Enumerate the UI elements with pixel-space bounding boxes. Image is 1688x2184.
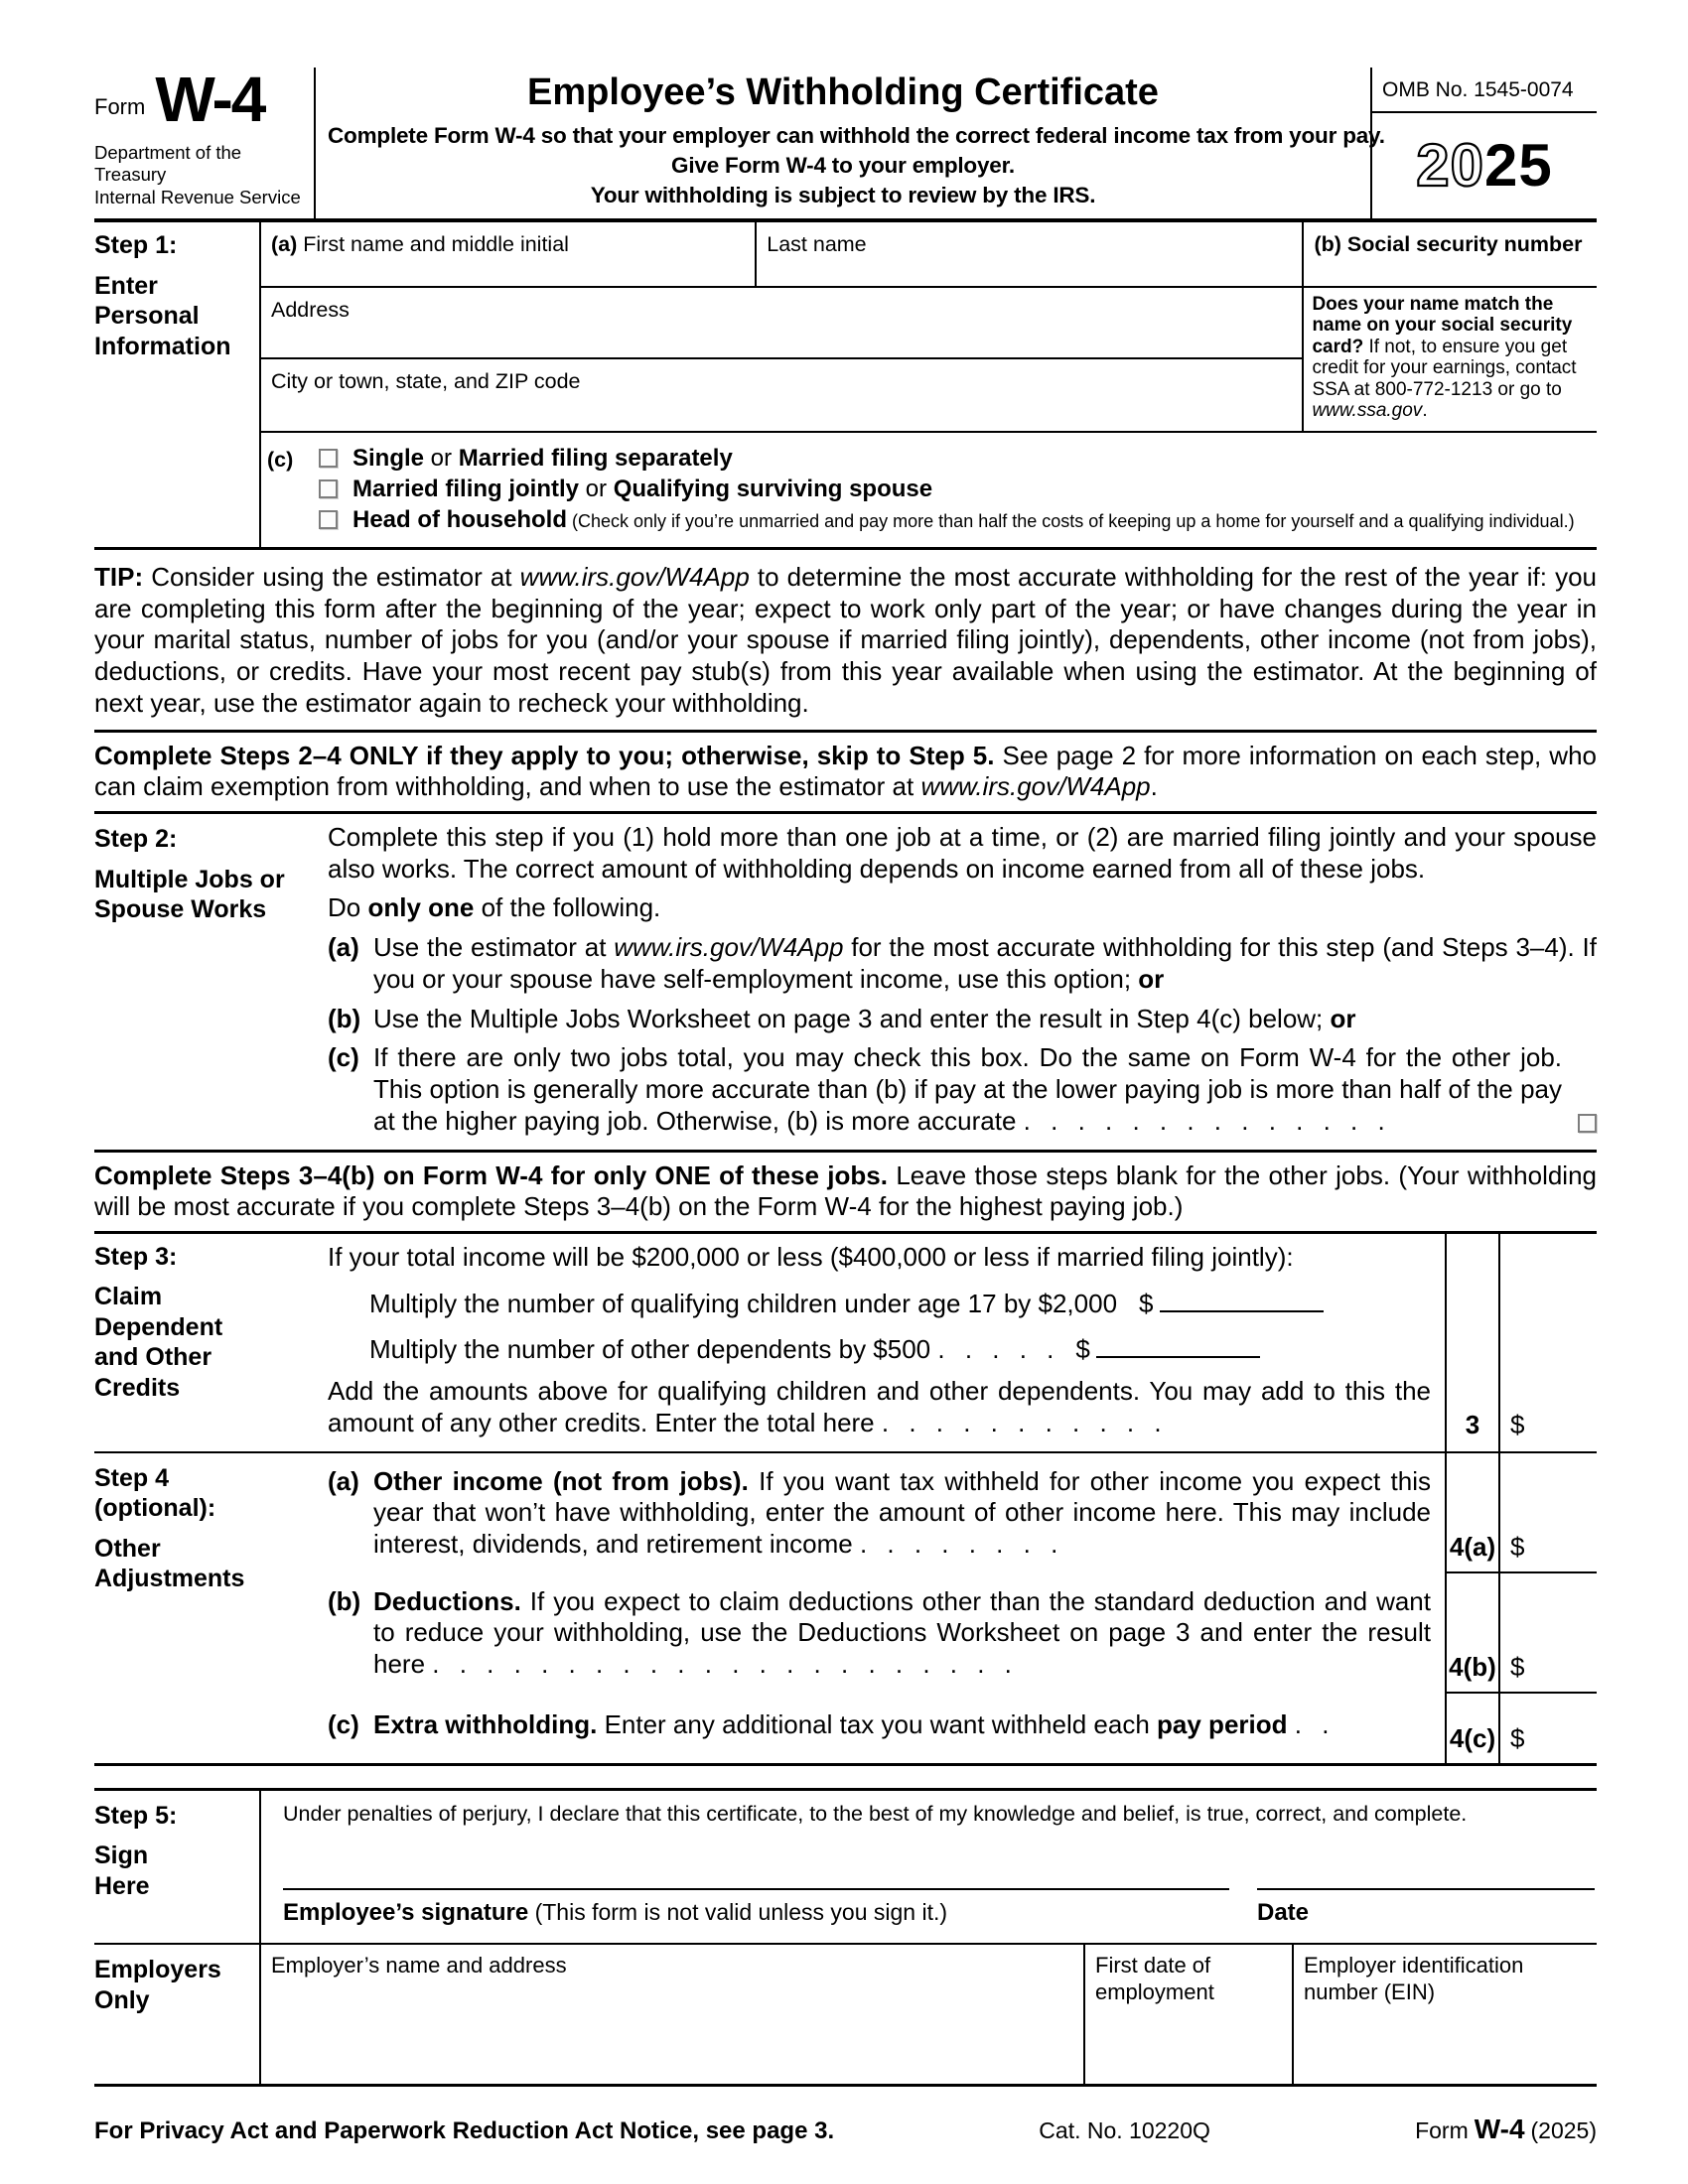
single-or-married-filing-separately-checkbox[interactable] [319,449,338,468]
filing-option-married-jointly [319,474,1597,504]
step4b-currency: $ [1510,1652,1525,1683]
filing-option-mfj-mid: or [579,475,614,502]
ssa-note-text: If not, to ensure you get credit for your earnings, contact SSA at 800-772-1213 or go to [1312,336,1577,400]
tip-lead: TIP: [94,562,144,592]
step2-do-text-1: Do [328,892,368,923]
date-label: Date [1257,1898,1310,1926]
step3-body [328,1234,1445,1451]
step2-item-c-prefix: (c) [328,1042,359,1073]
filing-option-mfj-bold2: Qualifying surviving spouse [613,475,933,502]
signature-row [283,1888,1595,1927]
steps-2-4-lead: Complete Steps 2–4 ONLY if they apply to you; otherwise, skip to Step 5. [94,740,995,770]
step3-intro: If your total income will be $200,000 or less ($400,000 or less if married filing jointly): [328,1241,1294,1272]
filing-option-single-bold2: Married filing separately [458,444,733,472]
step4c-row [328,1694,1597,1763]
form-subtitle-3: Your withholding is subject to review by the IRS. [590,183,1096,208]
filing-status-options [319,443,1597,535]
step4a-dot-leader: . . . . . . . . [859,1528,1058,1559]
filing-option-mfj-bold1: Married filing jointly [352,475,580,502]
step2-item-b-prefix: (b) [328,1003,361,1033]
step4-title: Other Adjustments [94,1534,245,1593]
ssa-name-match-note [1302,288,1597,433]
filing-option-hoh-note: (Check only if you’re unmarried and pay more than half the costs of keeping up a home for yourself and a qualifying individual.) [567,510,1575,531]
employer-name-address-label: Employer’s name and address [271,1953,567,1979]
filing-option-single-mid: or [424,444,459,472]
step3-dependents-line [328,1330,1431,1366]
step2-label-col [94,822,328,1137]
step5-label: Step 5: [94,1801,178,1830]
filing-status-prefix: (c) [267,448,294,472]
step2-title: Multiple Jobs or Spouse Works [94,865,285,924]
step4c-amount-field[interactable] [1500,1694,1597,1763]
step2-body [328,822,1597,1137]
step4b-body-text: If you expect to claim deductions other than the standard deduction and want to reduce your withholding, use the Deductions Worksheet on page 3 and enter the result here [373,1585,1431,1680]
step4-rows [328,1453,1597,1763]
step4a-currency: $ [1510,1531,1525,1562]
step4a-amount-field[interactable] [1500,1453,1597,1573]
filing-option-single [319,443,1597,474]
step4a-bold: Other income (not from jobs). [373,1465,749,1496]
employee-signature-label: Employee’s signature [283,1898,529,1926]
step4a-line-number: 4(a) [1445,1453,1500,1573]
step4-section [94,1451,1597,1766]
form-subtitle-2: Give Form W-4 to your employer. [671,153,1015,179]
step3-title: Claim Dependent and Other Credits [94,1283,223,1402]
first-name-label-prefix: (a) [271,232,298,256]
step2-b-text-1: Use the Multiple Jobs Worksheet on page 3 and enter the result in Step 4(c) below; [373,1003,1331,1033]
step4c-bold: Extra withholding. [373,1708,598,1739]
step3-line-number: 3 [1445,1234,1500,1451]
step3-children-currency: $ [1139,1288,1154,1318]
city-state-zip-label: City or town, state, and ZIP code [271,369,581,393]
filing-option-head-of-household [319,504,1597,535]
form-word-label: Form [94,93,146,119]
step1-fields [261,222,1597,547]
step4b-prefix: (b) [328,1585,361,1616]
last-name-label: Last name [767,232,867,256]
step2-item-c [328,1042,1597,1137]
qualifying-children-amount-field[interactable] [1160,1285,1324,1312]
step2-item-a-text [373,932,1597,995]
form-subtitle-1: Complete Form W-4 so that your employer can withhold the correct federal income tax from your pay. [328,122,1385,148]
step4a-row [328,1453,1597,1573]
ssa-note-period: . [1422,400,1428,422]
step3-label: Step 3: [94,1242,178,1271]
steps-2-4-instruction [94,730,1597,811]
steps-2-4-period: . [1150,771,1158,802]
ssn-field[interactable] [1302,222,1597,288]
step1-title: Enter Personal Information [94,271,231,360]
ssa-gov-link: www.ssa.gov [1312,400,1423,422]
perjury-declaration: Under penalties of perjury, I declare that this certificate, to the best of my knowledge and belief, is true, correct, and complete. [283,1801,1468,1826]
step2-c-text: If there are only two jobs total, you may check this box. Do the same on Form W-4 for the other job. This option is generally more accurate than (b) if pay at the lower paying job is more than half of the pay at the higher paying job. Otherwise, (b) is more accurate [373,1042,1562,1136]
step5-body [261,1791,1597,1943]
step2-item-c-text [373,1042,1578,1137]
step2-label: Step 2: [94,825,178,854]
footer-form-word: Form [1415,2117,1469,2144]
tax-year [1372,113,1597,218]
employee-signature-field[interactable] [283,1888,1229,1927]
step4-label-line1: Step 4 [94,1463,170,1492]
step4b-amount-field[interactable] [1500,1573,1597,1694]
step4c-dot-leader: . . [1294,1708,1330,1739]
address-field[interactable] [261,288,1302,359]
tip-paragraph [94,562,1597,720]
step2-section [94,811,1597,1149]
employers-only-label: Employers Only [94,1956,221,2014]
step1-label-col [94,222,261,547]
step5-section [94,1788,1597,1943]
first-date-of-employment-field[interactable] [1083,1945,1292,2084]
step3-children-line [328,1285,1431,1320]
step5-label-col [94,1791,261,1943]
step2-a-or: or [1138,963,1165,994]
steps-3-4b-lead: Complete Steps 3–4(b) on Form W-4 for only ONE of these jobs. [94,1160,888,1190]
first-name-label: First name and middle initial [303,232,569,256]
irs-estimator-link-3: www.irs.gov/W4App [614,932,844,963]
signature-validity-note: (This form is not valid unless you sign it.) [528,1898,948,1925]
step4c-currency: $ [1510,1722,1525,1753]
step2-b-or: or [1330,1003,1356,1033]
privacy-act-notice: For Privacy Act and Paperwork Reduction Act Notice, see page 3. [94,2117,835,2145]
steps-3-4b-instruction [94,1150,1597,1231]
page-footer [94,2113,1597,2146]
footer-form-number: W-4 [1474,2114,1525,2145]
step3-total-line [328,1376,1431,1438]
tax-year-solid-digits: 25 [1484,132,1553,200]
step5-title: Sign Here [94,1842,150,1900]
step3-dependents-dot-leader: . . . . . [937,1334,1055,1365]
date-field[interactable] [1257,1888,1595,1927]
step4b-line-number: 4(b) [1445,1573,1500,1694]
other-dependents-amount-field[interactable] [1096,1330,1260,1358]
irs-estimator-link: www.irs.gov/W4App [519,562,750,592]
step4c-line-number: 4(c) [1445,1694,1500,1763]
tip-text-2: to determine the most accurate withholding for the rest of the year if: you are completing this form after the beginning of the year; expect to work only part of the year; or have changes during the year in your marital status, number of jobs for you (and/or your spouse if married filing jointly), dependents, other income (not from jobs), deductions, or credits. Have your most recent pay stub(s) from this year available when using the estimator. At the beginning of next year, use the estimator again to recheck your withholding. [94,562,1598,718]
step3-dependents-text: Multiply the number of other dependents by $500 [369,1334,931,1365]
steps-2-4-text: See page 2 for more information on each step, who can claim exemption from withholding, and when to use the estimator at [94,740,1597,802]
step2-item-a [328,932,1597,995]
first-name-field[interactable] [261,222,757,288]
city-state-zip-field[interactable] [261,359,1302,433]
filing-option-hoh-label [352,505,1575,534]
step4a-prefix: (a) [328,1465,359,1496]
form-title-block [316,68,1385,218]
filing-option-married-jointly-label [352,475,932,503]
form-id-block [94,64,316,218]
step4-label-line2: (optional): [94,1494,216,1523]
omb-year-block [1370,68,1597,218]
step3-total-text: Add the amounts above for qualifying children and other dependents. You may add to this the amount of any other credits. Enter the total here [328,1376,1431,1437]
step4a-body-text: If you want tax withheld for other income you expect this year that won’t have withholding, enter the amount of other income here. This may include interest, dividends, and retirement income [373,1465,1431,1559]
form-title: Employee’s Withholding Certificate [527,71,1159,113]
step1-label: Step 1: [94,231,178,259]
step2-intro: Complete this step if you (1) hold more than one job at a time, or (2) are married filing jointly and your spouse also works. The correct amount of withholding depends on income earned from all of these jobs. [328,822,1597,884]
step3-total-amount-field[interactable] [1500,1234,1597,1451]
filing-option-single-label [352,444,733,473]
agency-block [94,142,310,209]
step2-a-text-1: Use the estimator at [373,932,615,963]
filing-option-single-bold1: Single [352,444,425,472]
steps-3-4b-text: Leave those steps blank for the other jobs. (Your withholding will be most accurate if you complete Steps 3–4(b) on the Form W-4 for the highest paying job.) [94,1160,1597,1222]
step4b-row [328,1573,1597,1694]
step2-do-text-2: of the following. [474,892,661,923]
employers-label-col [94,1945,261,2084]
step3-children-text: Multiply the number of qualifying children under age 17 by $2,000 [369,1288,1118,1318]
ein-label: Employer identification number (EIN) [1304,1953,1524,2004]
step2-do-bold: only one [367,892,475,923]
step3-section [94,1231,1597,1451]
filing-status-group [261,433,1597,547]
step2-item-a-prefix: (a) [328,932,359,963]
step4b-dot-leader: . . . . . . . . . . . . . . . . . . . . . . [432,1649,1012,1680]
irs-estimator-link-2: www.irs.gov/W4App [920,771,1151,802]
footer-form-year: (2025) [1530,2117,1597,2144]
step4b-bold: Deductions. [373,1585,521,1616]
step3-label-col [94,1234,328,1451]
catalog-number: Cat. No. 10220Q [1039,2117,1210,2144]
address-label: Address [271,298,350,322]
employers-only-section [94,1943,1597,2087]
step4-label-col [94,1453,328,1763]
step3-total-currency: $ [1510,1409,1525,1439]
step3-total-dot-leader: . . . . . . . . . . . [881,1407,1162,1437]
employer-name-address-field[interactable] [261,1945,1083,2084]
step4b-text [373,1586,1431,1681]
agency-line-treasury: Department of the Treasury [94,141,242,186]
agency-line-irs: Internal Revenue Service [94,186,301,207]
last-name-field[interactable] [757,222,1302,288]
step2-a-text-2: for the most accurate withholding for this step (and Steps 3–4). If you or your spouse have self-employment income, use this option; [373,932,1597,994]
footer-form-id [1415,2113,1597,2146]
step4c-text-block [328,1694,1445,1763]
ssn-label: Social security number [1346,232,1583,256]
step3-dependents-currency: $ [1075,1334,1090,1365]
tax-year-outline-digits: 20 [1416,132,1484,200]
step2-item-b-text [373,1004,1597,1035]
step4a-text [373,1466,1431,1561]
filing-option-hoh-bold: Head of household [352,505,567,533]
step2-do-only-one [328,892,1597,924]
married-filing-jointly-checkbox[interactable] [319,479,338,498]
tip-text-1: Consider using the estimator at [143,562,520,592]
step2-item-b [328,1004,1597,1035]
ssa-note-bold: Does your name match the name on your social security card? [1312,294,1573,357]
first-date-of-employment-label: First date of employment [1095,1953,1214,2004]
step4b-text-block [328,1573,1445,1694]
ssn-label-prefix: (b) [1314,232,1341,256]
form-header [94,64,1597,222]
step4c-text [373,1709,1431,1741]
head-of-household-checkbox[interactable] [319,510,338,529]
two-jobs-checkbox[interactable] [1578,1114,1597,1133]
step4a-text-block [328,1453,1445,1573]
form-number: W-4 [155,64,265,135]
step4c-bold2: pay period [1157,1708,1288,1739]
step4c-body-text: Enter any additional tax you want withheld each [597,1708,1158,1739]
ein-field[interactable] [1292,1945,1597,2084]
step1-section [94,222,1597,550]
step2-c-dot-leader: . . . . . . . . . . . . . . [1023,1105,1385,1136]
form-number-row [94,64,310,135]
step4c-prefix: (c) [328,1708,359,1739]
omb-number: OMB No. 1545-0074 [1372,68,1597,113]
